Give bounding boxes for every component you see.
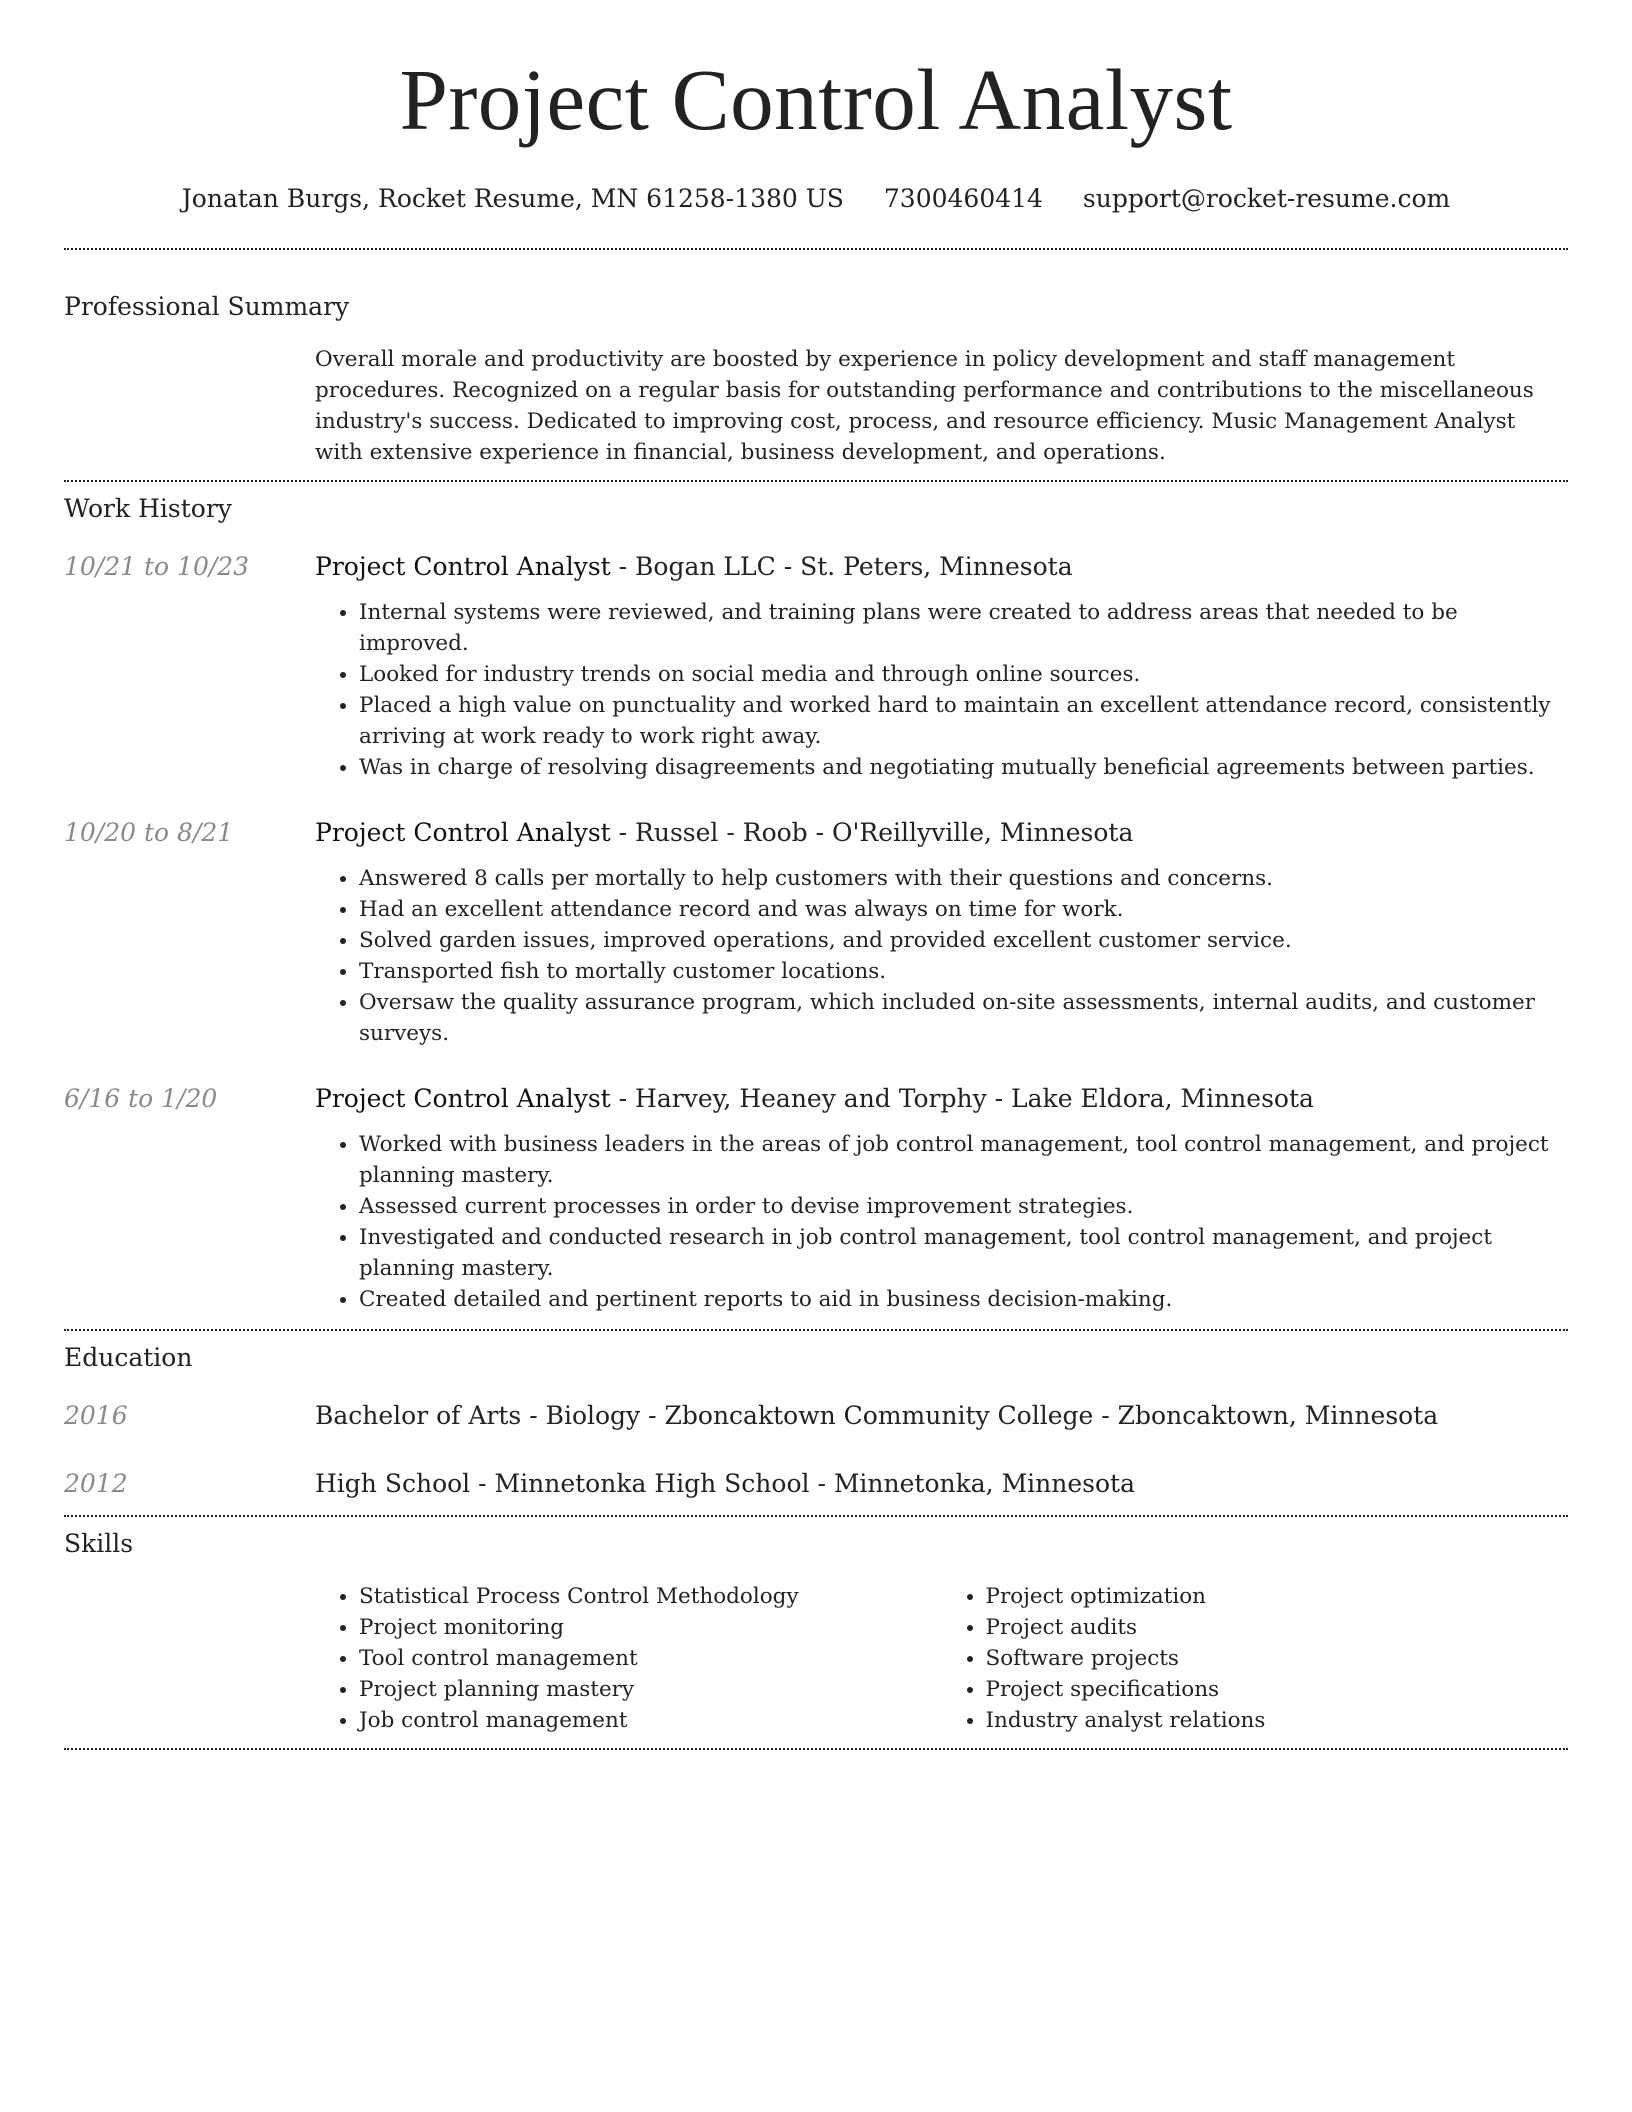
section-title-work: Work History <box>64 494 232 523</box>
contact-address: Jonatan Burgs, Rocket Resume, MN 61258-1380 US <box>181 184 844 213</box>
job-entry <box>64 1084 1568 1315</box>
job-role: Project Control Analyst <box>315 552 611 581</box>
job-left-spacer <box>64 863 315 1049</box>
contact-line <box>64 184 1568 214</box>
divider <box>64 480 1568 482</box>
job-title <box>315 552 1568 582</box>
job-left-spacer <box>64 1129 315 1315</box>
education-degree: Bachelor of Arts <box>315 1401 522 1430</box>
section-title-education: Education <box>64 1343 193 1372</box>
job-dates: 6/16 to 1/20 <box>64 1084 218 1113</box>
skills-list-right <box>942 1581 1569 1736</box>
job-title <box>315 1084 1568 1114</box>
section-title-skills: Skills <box>64 1529 134 1558</box>
job-entry <box>64 818 1568 1049</box>
skill-item: • Project audits <box>986 1612 1569 1643</box>
work-section <box>64 494 1568 1315</box>
skill-item: • Industry analyst relations <box>986 1705 1569 1736</box>
skill-item: • Project monitoring <box>359 1612 942 1643</box>
summary-left-spacer <box>64 344 315 468</box>
skills-left-spacer <box>64 1581 315 1736</box>
list-item: • Transported fish to mortally customer locations. <box>359 956 1568 987</box>
education-year: 2016 <box>64 1401 128 1430</box>
list-item: • Solved garden issues, improved operations, and provided excellent customer service. <box>359 925 1568 956</box>
skills-columns <box>315 1581 1568 1736</box>
job-details: - Harvey, Heaney and Torphy - Lake Eldora, Minnesota <box>610 1084 1314 1113</box>
education-title <box>315 1401 1568 1431</box>
section-title-summary: Professional Summary <box>64 292 350 321</box>
contact-email: support@rocket-resume.com <box>1082 184 1451 213</box>
education-entry <box>64 1401 1568 1431</box>
resume-title: Project Control Analyst <box>399 51 1233 148</box>
summary-section <box>64 292 1568 468</box>
education-year: 2012 <box>64 1469 128 1498</box>
divider <box>64 1329 1568 1331</box>
contact-phone: 7300460414 <box>883 184 1043 213</box>
job-details: - Bogan LLC - St. Peters, Minnesota <box>610 552 1073 581</box>
list-item: • Created detailed and pertinent reports to aid in business decision-making. <box>359 1284 1568 1315</box>
job-title <box>315 818 1568 848</box>
list-item: • Had an excellent attendance record and was always on time for work. <box>359 894 1568 925</box>
skill-item: • Statistical Process Control Methodology <box>359 1581 942 1612</box>
summary-text: Overall morale and productivity are boosted by experience in policy development and staff management procedures. Recognized on a regular basis for outstanding performance and contributions to the miscellaneous industry's success. Dedicated to improving cost, process, and resource efficiency. Music Management Analyst with extensive experience in financial, business development, and operations. <box>315 347 1534 465</box>
skill-item: • Software projects <box>986 1643 1569 1674</box>
list-item: • Worked with business leaders in the areas of job control management, tool control management, and project planning mastery. <box>359 1129 1568 1191</box>
job-details: - Russel - Roob - O'Reillyville, Minnesota <box>610 818 1134 847</box>
skills-list-left <box>315 1581 942 1736</box>
job-left-spacer <box>64 597 315 783</box>
education-title <box>315 1469 1568 1499</box>
skill-item: • Project specifications <box>986 1674 1569 1705</box>
divider <box>64 1748 1568 1750</box>
list-item: • Internal systems were reviewed, and training plans were created to address areas that needed to be improved. <box>359 597 1568 659</box>
list-item: • Oversaw the quality assurance program, which included on-site assessments, internal audits, and customer surveys. <box>359 987 1568 1049</box>
skill-item: • Job control management <box>359 1705 942 1736</box>
list-item: • Investigated and conducted research in job control management, tool control management, and project planning mastery. <box>359 1222 1568 1284</box>
job-dates: 10/21 to 10/23 <box>64 552 250 581</box>
job-entry <box>64 552 1568 783</box>
job-dates: 10/20 to 8/21 <box>64 818 234 847</box>
list-item: • Assessed current processes in order to devise improvement strategies. <box>359 1191 1568 1222</box>
skill-item: • Tool control management <box>359 1643 942 1674</box>
job-role: Project Control Analyst <box>315 1084 611 1113</box>
job-bullets <box>315 597 1568 783</box>
education-section <box>64 1343 1568 1499</box>
skill-item: • Project optimization <box>986 1581 1569 1612</box>
job-bullets <box>315 863 1568 1049</box>
list-item: • Answered 8 calls per mortally to help customers with their questions and concerns. <box>359 863 1568 894</box>
education-details: - Biology - Zboncaktown Community College - Zboncaktown, Minnesota <box>521 1401 1439 1430</box>
skills-section <box>64 1529 1568 1736</box>
education-degree: High School <box>315 1469 471 1498</box>
divider <box>64 1515 1568 1517</box>
list-item: • Looked for industry trends on social media and through online sources. <box>359 659 1568 690</box>
education-details: - Minnetonka High School - Minnetonka, Minnesota <box>470 1469 1135 1498</box>
job-role: Project Control Analyst <box>315 818 611 847</box>
divider <box>64 248 1568 250</box>
job-bullets <box>315 1129 1568 1315</box>
list-item: • Placed a high value on punctuality and worked hard to maintain an excellent attendance record, consistently arriving at work ready to work right away. <box>359 690 1568 752</box>
skill-item: • Project planning mastery <box>359 1674 942 1705</box>
list-item: • Was in charge of resolving disagreements and negotiating mutually beneficial agreements between parties. <box>359 752 1568 783</box>
education-entry <box>64 1469 1568 1499</box>
